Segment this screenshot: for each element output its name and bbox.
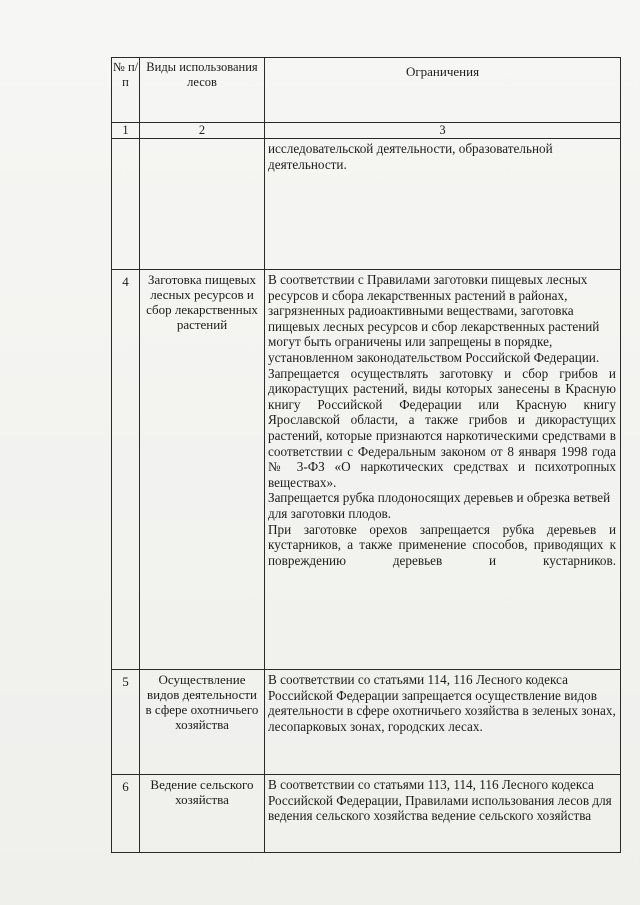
row-number: 4 <box>112 270 140 670</box>
column-number-row <box>112 123 621 139</box>
table-header-row <box>112 58 621 123</box>
table-row <box>112 775 621 853</box>
column-number: 3 <box>265 123 621 139</box>
restriction-paragraph: В соответствии с Правилами заготовки пищевых лесных ресурсов и сбора лекарственных растений в районах, загрязненных радиоактивными веществами, заготовка пищевых лесных ресурсов и сбор лекарственных растений могут быть ограничены или запрещены в порядке, установленном законодательством Российской Федерации. <box>268 272 600 365</box>
header-forest-use-kinds: Виды использования лесов <box>140 58 265 123</box>
row-restrictions <box>265 775 621 853</box>
row-kind: Осуществление видов деятельности в сфере охотничьего хозяйства <box>140 670 265 775</box>
row-restrictions <box>265 270 621 670</box>
restriction-paragraph: исследовательской деятельности, образовательной деятельности. <box>268 141 553 172</box>
restriction-paragraph: Запрещается осуществлять заготовку и сбор грибов и дикорастущих растений, виды которых занесены в Красную книгу Российской Федерации или Красную книгу Ярославской области, а также грибов и дикорастущих растений, которые признаются наркотическими средствами в соответствии с Федеральным законом от 8 января 1998 года № 3-ФЗ «О наркотических средствах и психотропных веществах». <box>268 365 616 490</box>
column-number: 2 <box>140 123 265 139</box>
column-number: 1 <box>112 123 140 139</box>
table-row <box>112 270 621 670</box>
table-row <box>112 670 621 775</box>
restriction-paragraph: Запрещается рубка плодоносящих деревьев и обрезка ветвей для заготовки плодов. <box>268 490 611 521</box>
restrictions-table <box>111 57 621 853</box>
header-number: № п/п <box>112 58 140 123</box>
row-number: 5 <box>112 670 140 775</box>
restriction-paragraph: В соответствии со статьями 114, 116 Лесного кодекса Российской Федерации запрещается осуществление видов деятельности в сфере охотничьего хозяйства в зеленых зонах, лесопарковых зонах, городских лесах. <box>268 672 616 734</box>
row-restrictions <box>265 670 621 775</box>
row-kind <box>140 139 265 270</box>
table-row <box>112 139 621 270</box>
row-kind: Заготовка пищевых лесных ресурсов и сбор лекарственных растений <box>140 270 265 670</box>
row-restrictions <box>265 139 621 270</box>
row-number: 6 <box>112 775 140 853</box>
restriction-paragraph: При заготовке орехов запрещается рубка деревьев и кустарников, а также применение способов, приводящих к повреждению деревьев и кустарников. <box>268 521 616 568</box>
header-restrictions: Ограничения <box>265 58 621 123</box>
row-number <box>112 139 140 270</box>
restriction-paragraph: В соответствии со статьями 113, 114, 116 Лесного кодекса Российской Федерации, Правилами использования лесов для ведения сельского хозяйства ведение сельского хозяйства <box>268 777 612 824</box>
row-kind: Ведение сельского хозяйства <box>140 775 265 853</box>
